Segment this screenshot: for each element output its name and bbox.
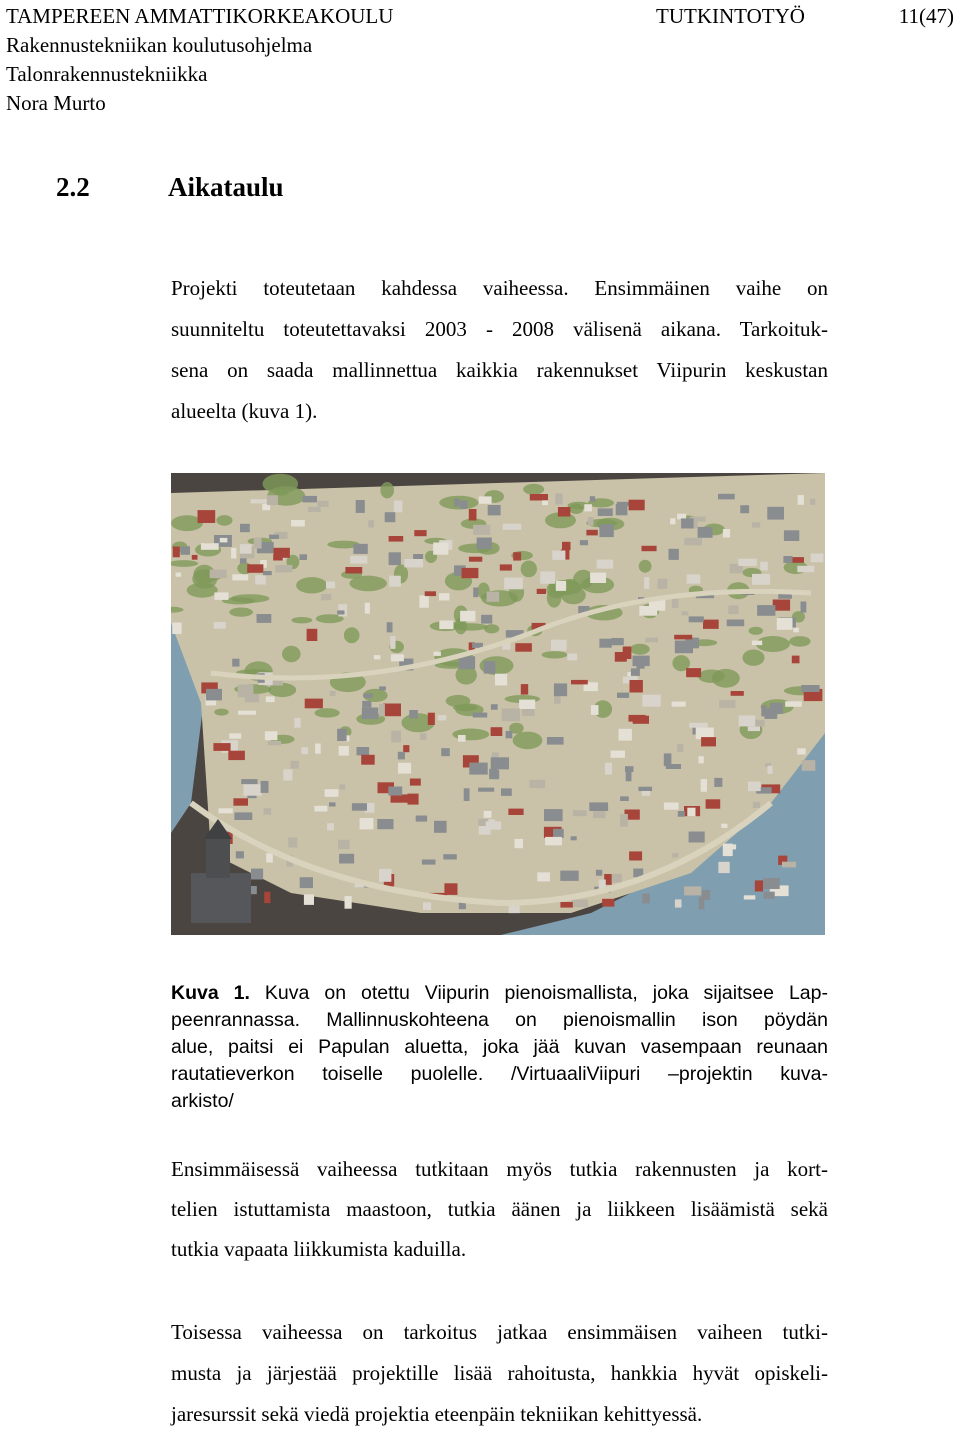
text-line: jaresurssit sekä viedä projektia eteenpäin tekniikan kehittyessä. bbox=[171, 1402, 703, 1426]
text-line: alueelta (kuva 1). bbox=[171, 399, 318, 423]
author-name: Nora Murto bbox=[6, 91, 106, 115]
page-header bbox=[6, 2, 954, 118]
text-line: Ensimmäisessä vaiheessa tutkitaan myös tutkia rakennusten ja kort- bbox=[171, 1157, 828, 1181]
caption-line: rautatieverkon toiselle puolelle. /VirtuaaliViipuri –projektin kuva- bbox=[171, 1063, 828, 1085]
caption-text: Kuva on otettu Viipurin pienoismallista, joka sijaitsee Lap- bbox=[249, 982, 828, 1004]
caption-line: alue, paitsi ei Papulan aluetta, joka jää kuvan vasempaan reunaan bbox=[171, 1036, 828, 1058]
text-line: sena on saada mallinnettua kaikkia rakennukset Viipurin keskustan bbox=[171, 358, 828, 382]
caption-line: arkisto/ bbox=[171, 1090, 234, 1112]
caption-line bbox=[171, 980, 828, 1007]
paragraph-phase-two bbox=[171, 1312, 828, 1435]
page-number: 11(47) bbox=[898, 4, 954, 28]
text-line: Toisessa vaiheessa on tarkoitus jatkaa ensimmäisen vaiheen tutki- bbox=[171, 1320, 828, 1344]
header-row-1 bbox=[6, 2, 954, 31]
text-line: suunniteltu toteutettavaksi 2003 - 2008 välisenä aikana. Tarkoituk- bbox=[171, 317, 828, 341]
paragraph-phase-one bbox=[171, 1149, 828, 1269]
city-model-photo bbox=[171, 473, 825, 935]
caption-line: peenrannassa. Mallinnuskohteena on pienoismallin ison pöydän bbox=[171, 1009, 828, 1031]
paragraph-intro bbox=[171, 268, 828, 432]
section-number: 2.2 bbox=[56, 172, 90, 202]
text-line: musta ja järjestää projektille lisää rahoitusta, hankkia hyvät opiskeli- bbox=[171, 1361, 828, 1385]
text-line: telien istuttamista maastoon, tutkia äänen ja liikkeen lisäämistä sekä bbox=[171, 1197, 828, 1221]
text-line: tutkia vapaata liikkumista kaduilla. bbox=[171, 1237, 467, 1261]
document-type: TUTKINTOTYÖ bbox=[656, 4, 805, 28]
figure-caption bbox=[171, 980, 828, 1115]
city-model-illustration bbox=[171, 473, 825, 935]
programme-name: Rakennustekniikan koulutusohjelma bbox=[6, 33, 313, 57]
major-name: Talonrakennustekniikka bbox=[6, 62, 208, 86]
school-name: TAMPEREEN AMMATTIKORKEAKOULU bbox=[6, 4, 394, 28]
text-line: Projekti toteutetaan kahdessa vaiheessa. Ensimmäinen vaihe on bbox=[171, 276, 828, 300]
figure-label: Kuva 1. bbox=[171, 982, 250, 1004]
section-heading bbox=[56, 172, 284, 203]
section-title: Aikataulu bbox=[168, 172, 284, 202]
